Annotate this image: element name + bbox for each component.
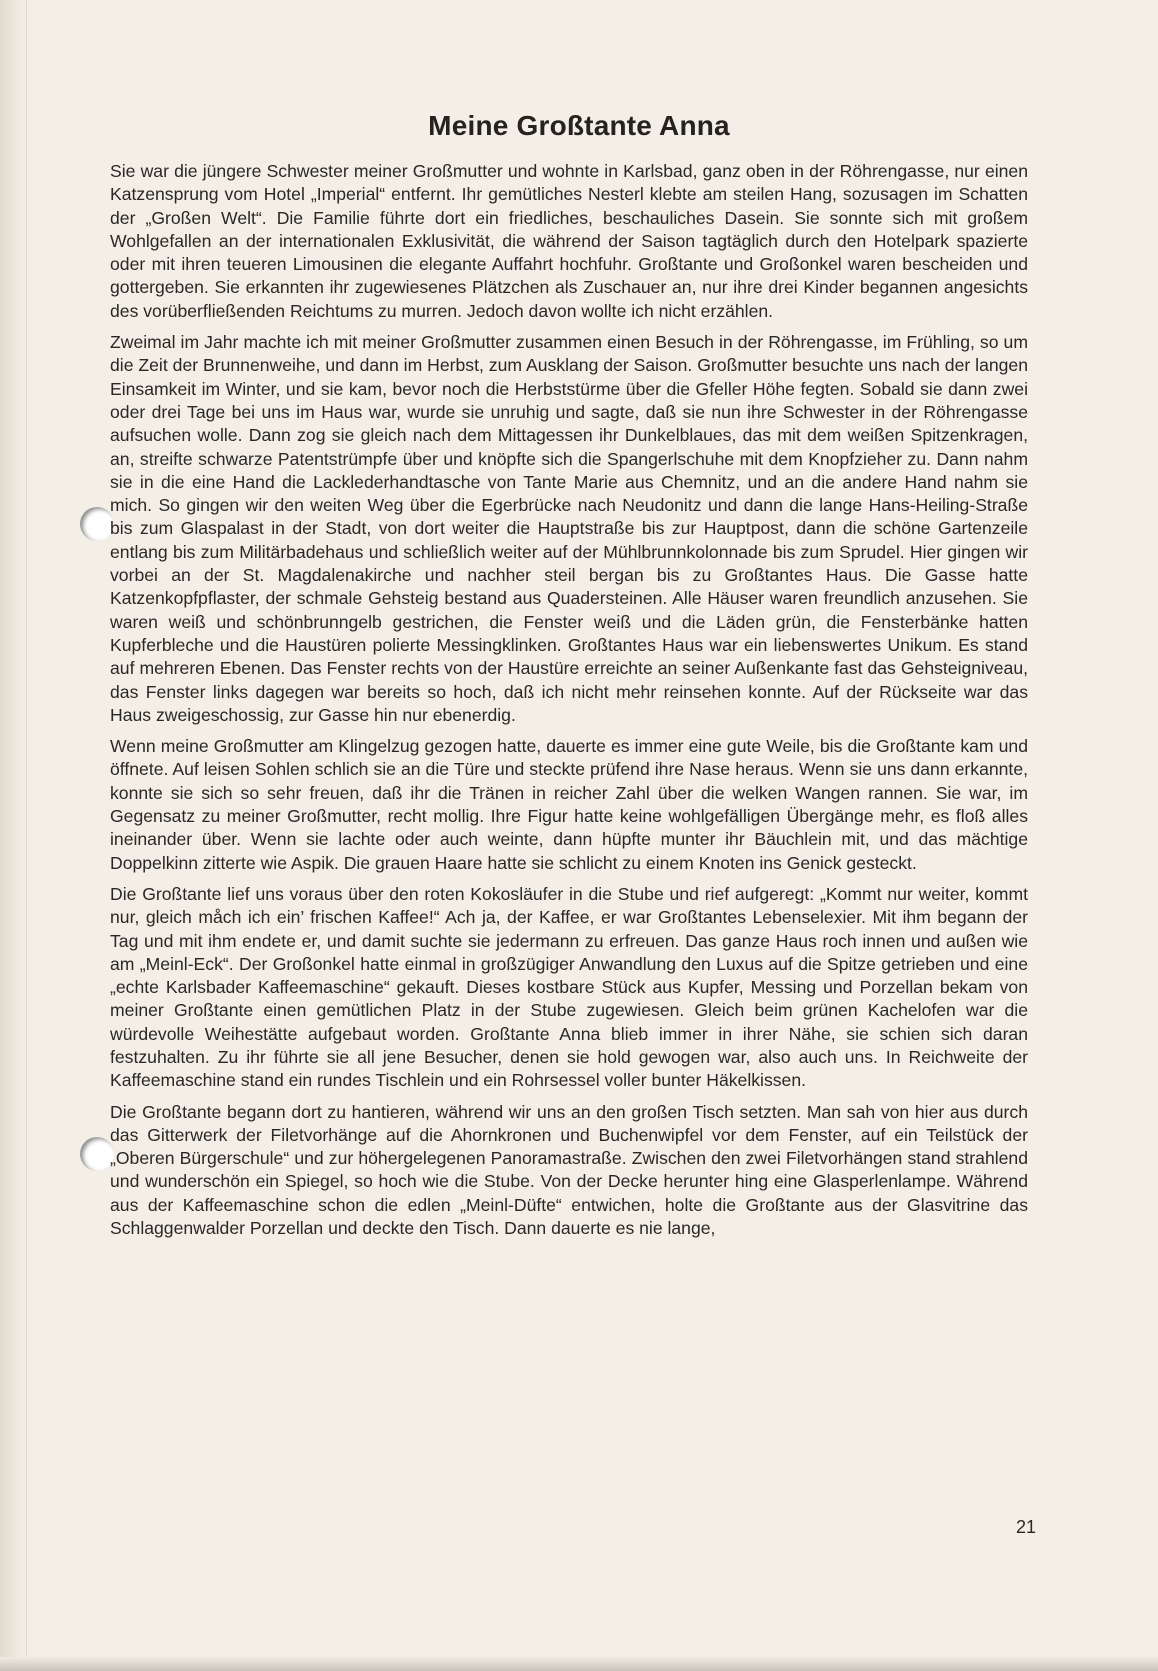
page-number: 21	[1015, 1517, 1036, 1537]
page-spine-shadow	[0, 0, 27, 1671]
punch-hole-lower	[80, 1137, 114, 1171]
page-bottom-edge	[0, 1657, 1158, 1671]
body-text	[110, 160, 1028, 1248]
paragraph: Die Großtante begann dort zu hantieren, während wir uns an den großen Tisch setzten. Man sah von hier aus durch das Gitterwerk der Filetvorhänge auf die Ahornkronen und Buchenwipfel vor dem Fenster, auf ein Teilstück der „Oberen Bürgerschule“ und zur höhergelegenen Panoramastraße. Zwischen den zwei Filetvorhängen stand strahlend und wunderschön ein Spiegel, so hoch wie die Stube. Von der Decke herunter hing eine Glasperlenlampe. Während aus der Kaffeemaschine schon die edlen „Meinl-Düfte“ entwichen, holte die Großtante aus der Glasvitrine das Schlaggenwalder Porzellan und deckte den Tisch. Dann dauerte es nie lange,	[110, 1101, 1028, 1239]
paragraph: Die Großtante lief uns voraus über den roten Kokosläufer in die Stube und rief aufgeregt: „Kommt nur weiter, kommt nur, gleich måch ich ein’ frischen Kaffee!“ Ach ja, der Kaffee, er war Großtantes Lebenselexier. Mit ihm begann der Tag und mit ihm endete er, und damit suchte sie jedermann zu erfreuen. Das ganze Haus roch innen und außen wie am „Meinl-Eck“. Der Großonkel hatte einmal in großzügiger Anwandlung den Luxus auf die Spitze getrieben und eine „echte Karlsbader Kaffeemaschine“ gekauft. Dieses kostbare Stück aus Kupfer, Messing und Porzellan bekam von meiner Großtante einen gemütlichen Platz in der Stube zugewiesen. Gleich beim grünen Kachelofen war die würdevolle Weihestätte aufgebaut worden. Großtante Anna blieb immer in ihrer Nähe, sie schien sich daran festzuhalten. Zu ihr führte sie all jene Besucher, denen sie hold gewogen war, also auch uns. In Reichweite der Kaffeemaschine stand ein rundes Tischlein und ein Rohrsessel voller bunter Häkelkissen.	[110, 883, 1028, 1091]
page-title: Meine Großtante Anna	[428, 110, 730, 141]
paragraph: Sie war die jüngere Schwester meiner Großmutter und wohnte in Karlsbad, ganz oben in der Röhrengasse, nur einen Katzensprung vom Hotel „Imperial“ entfernt. Ihr gemütliches Nesterl klebte am steilen Hang, sozusagen im Schatten der „Großen Welt“. Die Familie führte dort ein friedliches, beschauliches Dasein. Sie sonnte sich mit großem Wohlgefallen an der internationalen Exklusivität, die während der Saison tagtäglich durch den Hotelpark spazierte oder mit ihren teueren Limousinen die elegante Auffahrt hochfuhr. Großtante und Großonkel waren bescheiden und gottergeben. Sie erkannten ihr zugewiesenes Plätzchen als Zuschauer an, nur ihre drei Kinder begannen angesichts des vorüberfließenden Reichtums zu murren. Jedoch davon wollte ich nicht erzählen.	[110, 161, 1028, 321]
punch-hole-upper	[80, 507, 114, 541]
paragraph: Wenn meine Großmutter am Klingelzug gezogen hatte, dauerte es immer eine gute Weile, bis die Großtante kam und öffnete. Auf leisen Sohlen schlich sie an die Türe und steckte prüfend ihre Nase heraus. Wenn sie uns dann erkannte, konnte sie sich so sehr freuen, daß ihr die Tränen in reicher Zahl über die welken Wangen rannen. Sie war, im Gegensatz zu meiner Großmutter, recht mollig. Ihre Figur hatte keine wohlgefälligen Übergänge mehr, es floß alles ineinander über. Wenn sie lachte oder auch weinte, dann hüpfte munter ihr Bäuchlein mit, und das mächtige Doppelkinn zitterte wie Aspik. Die grauen Haare hatte sie schlicht zu einem Knoten ins Genick gesteckt.	[110, 736, 1028, 873]
paragraph: Zweimal im Jahr machte ich mit meiner Großmutter zusammen einen Besuch in der Röhrengasse, im Frühling, so um die Zeit der Brunnenweihe, und dann im Herbst, zum Ausklang der Saison. Großmutter besuchte uns nach der langen Einsamkeit im Winter, und sie kam, bevor noch die Herbststürme über die Gfeller Höhe fegten. Sobald sie dann zwei oder drei Tage bei uns im Haus war, wurde sie unruhig und sagte, daß sie nun ihre Schwester in der Röhrengasse aufsuchen wolle. Dann zog sie gleich nach dem Mittagessen ihr Dunkelblaues, das mit dem weißen Spitzenkragen, an, streifte schwarze Patentstrümpfe über und knöpfte sich die Spangerlschuhe mit dem Knopfzieher zu. Dann nahm sie in die eine Hand die Lacklederhandtasche von Tante Marie aus Chemnitz, und an die andere Hand nahm sie mich. So gingen wir den weiten Weg über die Egerbrücke nach Neudonitz und dann die lange Hans-Heiling-Straße bis zum Glaspalast in der Stadt, von dort weiter die Hauptstraße bis zur Hauptpost, dann die schöne Gartenzeile entlang bis zum Militärbadehaus und schließlich weiter auf der Mühlbrunnkolonnade bis zum Sprudel. Hier gingen wir vorbei an der St. Magdalenakirche und nachher steil bergan bis zu Großtantes Haus. Die Gasse hatte Katzenkopfpflaster, der schmale Gehsteig bestand aus Quadersteinen. Alle Häuser waren freundlich anzusehen. Sie waren weiß und schönbrunngelb gestrichen, die Fenster weiß und die Läden grün, die Fensterbänke hatten Kupferbleche und die Haustüren polierte Messingklinken. Großtantes Haus war ein liebenswertes Unikum. Es stand auf mehreren Ebenen. Das Fenster rechts von der Haustüre erreichte an seiner Außenkante fast das Gehsteigniveau, das Fenster links dagegen war bereits so hoch, daß ich nicht mehr reinsehen konnte. Auf der Rückseite war das Haus zweigeschossig, zur Gasse hin nur ebenerdig.	[110, 332, 1028, 725]
